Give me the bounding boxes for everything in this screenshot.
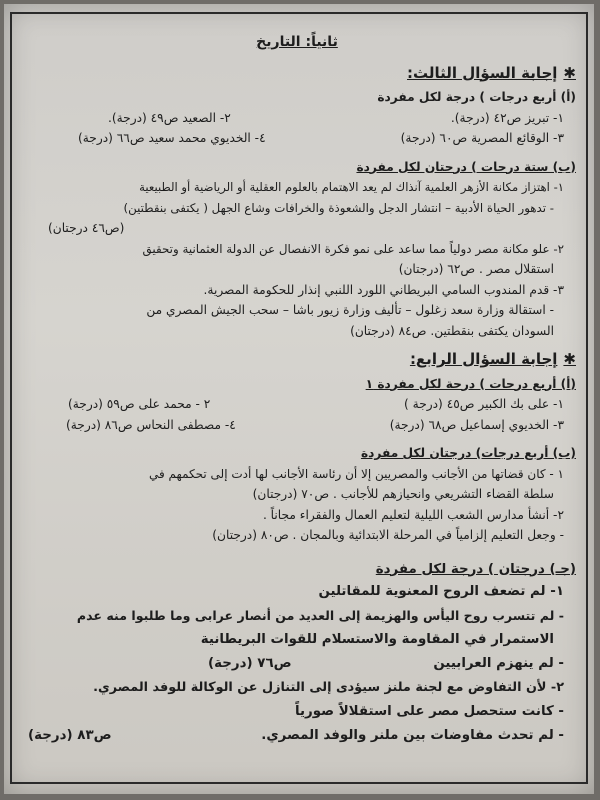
q4-a-item-4: ٤- مصطفى النحاس ص٨٦ (درجة) [66, 417, 236, 432]
q4-title [18, 349, 576, 370]
q4-c-line-3: الاستمرار في المقاومة والاستسلام للقوات البريطانية [200, 632, 554, 647]
q4-c-line-4: - لم ينهزم العرابيين [433, 656, 564, 671]
q4-section-a-heading: (أ) أربع درجات ) درجة لكل مفردة ١ [365, 376, 576, 391]
q4-c-line-7-wrap [18, 724, 576, 748]
bullet-icon: ✱ [563, 350, 576, 368]
q4-a-item-3: ٣- الخديوي إسماعيل ص٦٨ (درجة) [389, 417, 564, 432]
q3-b-line-2: - تدهور الحياة الأدبية – انتشار الدجل والشعوذة والخرافات وشاع الجهل ( يكتفى بنقطتين) [123, 200, 554, 215]
q4-b-line-4: - وجعل التعليم إلزامياً في المرحلة الابتدائية وبالمجان . ص٨٠ (درجتان) [212, 528, 564, 542]
q4-a-item-1: ١- على بك الكبير ص٤٥ (درجة ) [404, 397, 564, 411]
q4-c-line-4-wrap [18, 652, 576, 676]
q3-a-item-1: ١- تبريز ص٤٢ (درجة). [450, 110, 564, 125]
q4-c-ref-2: ص٨٣ (درجة) [28, 728, 112, 743]
q4-c-line-6: - كانت ستحصل مصر على استقلالاً صورياً [294, 704, 564, 719]
q3-b-line-5: استقلال مصر . ص٦٢ (درجتان) [398, 262, 554, 276]
q4-title-text: إجابة السؤال الرابع: [409, 350, 558, 368]
q3-a-row-1 [18, 108, 576, 129]
q4-section-b-heading: (ب) أربع درجات) درجتان لكل مفردة [360, 446, 576, 460]
answer-key-document [18, 32, 576, 748]
q4-c-line-2: - لم تتسرب روح اليأس والهزيمة إلى العديد من أنصار عرابى وما طلبوا منه عدم [76, 608, 564, 623]
q4-c-line-7: - لم تحدث مفاوضات بين ملنر والوفد المصري. [261, 728, 564, 743]
q3-b-line-7: - استقالة وزارة سعد زغلول – تأليف وزارة زيور باشا – سحب الجيش المصري من [146, 303, 554, 317]
q3-title-text: إجابة السؤال الثالث: [407, 63, 558, 82]
q4-c-line-1: ١- لم تضعف الروح المعنوية للمقاتلين [318, 584, 564, 599]
q3-a-item-4: ٤- الخديوي محمد سعيد ص٦٦ (درجة) [78, 131, 266, 145]
q3-b-line-4: ٢- علو مكانة مصر دولياً مما ساعد على نمو فكرة الانفصال عن الدولة العثمانية وتحقيق [142, 241, 564, 256]
q3-b-line-8: السودان يكتفى بنقطتين. ص٨٤ (درجتان) [350, 323, 554, 338]
q4-c-ref-1: ص٧٦ (درجة) [208, 656, 292, 671]
q4-b-line-3: ٢- أنشأ مدارس الشعب الليلية لتعليم العمال والفقراء مجاناً . [262, 507, 564, 522]
q3-b-line-3: (ص٤٦ درجتان) [48, 221, 125, 235]
q4-section-c-heading: (جـ) درجتان ) درجة لكل مفردة [375, 561, 576, 577]
q4-a-row-1 [18, 394, 576, 415]
q4-b-line-1: ١ - كان قضاتها من الأجانب والمصريين إلا أن رئاسة الأجانب لها أدت إلى تحكمهم في [149, 466, 564, 481]
q3-b-line-1: ١- اهتزاز مكانة الأزهر العلمية آنذاك لم يعد الاهتمام بالعلوم العقلية أو الرياضية أو الطبيعية [139, 180, 564, 194]
q3-a-item-2: ٢- الصعيد ص٤٩ (درجة). [108, 110, 231, 125]
q3-b-line-6: ٣- قدم المندوب السامي البريطاني اللورد اللنبي إنذار للحكومة المصرية. [203, 282, 564, 297]
q4-a-item-2: ٢ - محمد على ص٥٩ (درجة) [68, 397, 211, 411]
exam-sheet [4, 4, 594, 794]
q3-section-a-heading: (أ) أربع درجات ) درجة لكل مفردة [377, 90, 576, 104]
bullet-icon: ✱ [563, 63, 576, 82]
q3-section-b-heading: (ب) ستة درجات ) درجتان لكل مفردة [356, 159, 576, 174]
q3-a-row-2 [18, 128, 576, 149]
q3-title [18, 63, 576, 84]
q3-a-item-3: ٣- الوقائع المصرية ص٦٠ (درجة) [400, 131, 564, 145]
q4-c-line-5: ٢- لأن التفاوض مع لجنة ملنز سيؤدى إلى التنازل عن الوكالة للوفد المصري. [93, 680, 564, 695]
part-title: ثانياً: التاريخ [256, 34, 338, 50]
q4-b-line-2: سلطة القضاء التشريعي وانحيازهم للأجانب . ص٧٠ (درجتان) [252, 487, 554, 501]
q4-a-row-2 [18, 415, 576, 436]
